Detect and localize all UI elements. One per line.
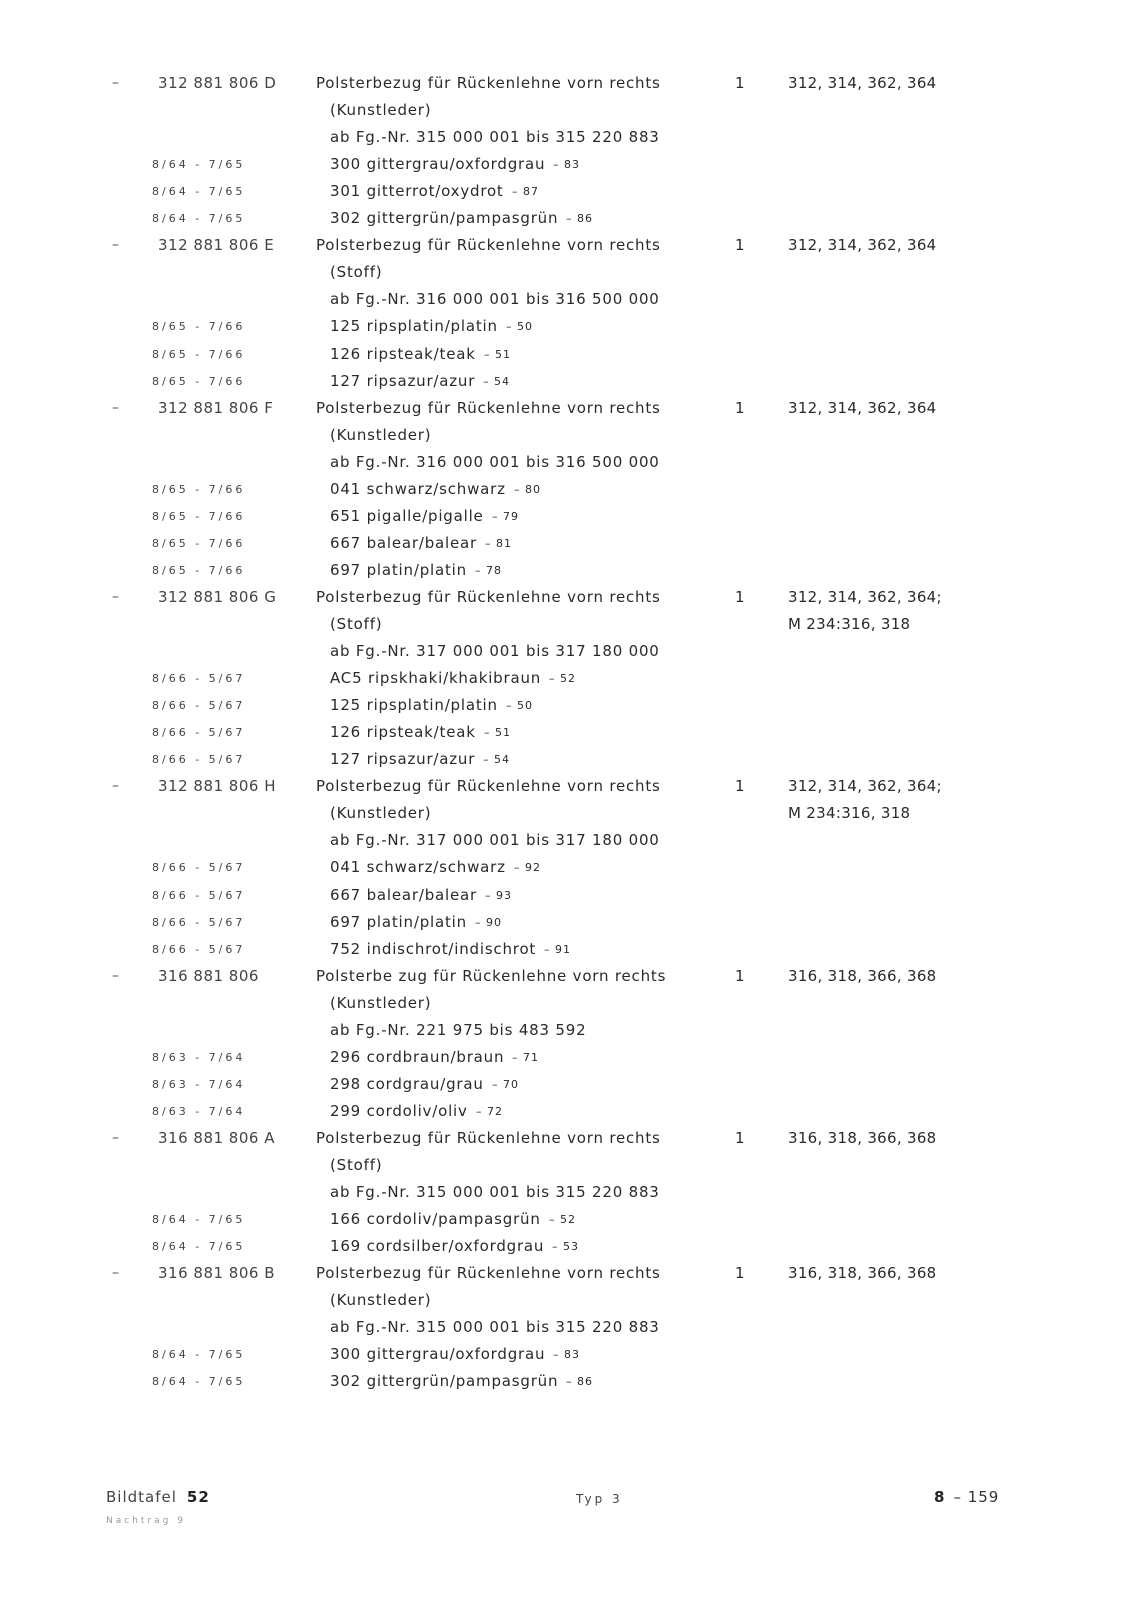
plate-label-text: Bildtafel (106, 1488, 177, 1506)
variant-color-code: 169 cordsilber/oxfordgrau (330, 1237, 545, 1256)
variant-ref-number: – 72 (476, 1104, 503, 1118)
variant-row (0, 178, 1133, 205)
variant-date-range: 8/66 - 5/67 (152, 888, 246, 902)
variant-date-range: 8/63 - 7/64 (152, 1050, 246, 1064)
variant-ref-number: – 70 (492, 1077, 519, 1091)
variant-row (0, 1071, 1133, 1098)
part-entry-line (0, 638, 1133, 665)
variant-date-range: 8/66 - 5/67 (152, 672, 246, 686)
variant-date-range: 8/64 - 7/65 (152, 158, 246, 172)
part-number: 312 881 806 G (158, 587, 277, 606)
variant-color-code: 697 platin/platin (330, 560, 467, 579)
description-line: ab Fg.-Nr. 316 000 001 bis 316 500 000 (330, 290, 660, 309)
variant-ref-number: – 93 (485, 888, 512, 902)
model-applicability: 312, 314, 362, 364; (788, 777, 942, 796)
variant-row (0, 530, 1133, 557)
variant-date-range: 8/65 - 7/66 (152, 482, 246, 496)
variant-ref-number: – 86 (566, 1375, 593, 1389)
variant-date-range: 8/63 - 7/64 (152, 1104, 246, 1118)
description-line: (Stoff) (330, 1156, 383, 1174)
quantity: 1 (735, 587, 745, 606)
variant-date-range: 8/66 - 5/67 (152, 699, 246, 713)
part-entry-line (0, 1314, 1133, 1341)
page-section: 8 (934, 1488, 946, 1506)
variant-row (0, 1233, 1133, 1260)
description-line: ab Fg.-Nr. 221 975 bis 483 592 (330, 1020, 587, 1039)
part-number: 312 881 806 D (158, 74, 277, 92)
part-entry-line (0, 97, 1133, 124)
variant-date-range: 8/64 - 7/65 (152, 1375, 246, 1389)
variant-ref-number: – 54 (483, 753, 510, 767)
part-entry-line (0, 124, 1133, 151)
part-entry-header (0, 1125, 1133, 1152)
entry-dash: – (112, 967, 119, 984)
variant-color-code: 166 cordoliv/pampasgrün (330, 1210, 541, 1229)
variant-row (0, 1044, 1133, 1071)
plate-label (106, 1488, 210, 1506)
part-entry-line (0, 611, 1133, 638)
variant-date-range: 8/65 - 7/66 (152, 536, 246, 550)
description-line: (Stoff) (330, 615, 383, 633)
variant-row (0, 936, 1133, 963)
variant-color-code: 127 ripsazur/azur (330, 371, 476, 390)
variant-row (0, 882, 1133, 909)
page-number-text: – 159 (953, 1488, 1000, 1506)
variant-date-range: 8/64 - 7/65 (152, 212, 246, 226)
variant-ref-number: – 71 (512, 1050, 539, 1064)
variant-row (0, 205, 1133, 232)
variant-color-code: 299 cordoliv/oliv (330, 1101, 468, 1120)
variant-row (0, 1098, 1133, 1125)
variant-row (0, 719, 1133, 746)
variant-date-range: 8/64 - 7/65 (152, 1213, 246, 1227)
variant-row (0, 368, 1133, 395)
variant-ref-number: – 91 (544, 942, 571, 956)
variant-date-range: 8/65 - 7/66 (152, 347, 246, 361)
part-number: 312 881 806 H (158, 777, 276, 796)
part-number: 312 881 806 F (158, 398, 274, 417)
variant-date-range: 8/65 - 7/66 (152, 509, 246, 523)
description-line: Polsterbezug für Rückenlehne vorn rechts (316, 587, 661, 606)
variant-row (0, 854, 1133, 881)
part-entry-line (0, 422, 1133, 449)
variant-date-range: 8/65 - 7/66 (152, 320, 246, 334)
variant-color-code: 651 pigalle/pigalle (330, 506, 484, 525)
variant-color-code: 302 gittergrün/pampasgrün (330, 209, 559, 228)
variant-date-range: 8/64 - 7/65 (152, 1348, 246, 1362)
part-entry-header (0, 232, 1133, 259)
entry-dash: – (112, 778, 119, 795)
part-entry-line (0, 800, 1133, 827)
variant-row (0, 476, 1133, 503)
variant-row (0, 341, 1133, 368)
entry-dash: – (112, 1129, 119, 1146)
part-number: 316 881 806 B (158, 1264, 275, 1283)
part-entry-header (0, 1260, 1133, 1287)
description-line: Polsterbezug für Rückenlehne vorn rechts (316, 398, 661, 417)
description-line: (Kunstleder) (330, 101, 432, 120)
variant-ref-number: – 81 (485, 536, 512, 550)
variant-color-code: 752 indischrot/indischrot (330, 939, 537, 958)
model-applicability: 312, 314, 362, 364 (788, 74, 937, 92)
variant-date-range: 8/66 - 5/67 (152, 726, 246, 740)
description-line: Polsterbezug für Rückenlehne vorn rechts (316, 1128, 661, 1147)
part-entry-line (0, 827, 1133, 854)
part-entry-line (0, 259, 1133, 286)
part-entry-header (0, 395, 1133, 422)
variant-color-code: 296 cordbraun/braun (330, 1047, 505, 1066)
description-line: Polsterbezug für Rückenlehne vorn rechts (316, 1264, 661, 1283)
variant-color-code: 125 ripsplatin/platin (330, 317, 498, 336)
variant-date-range: 8/64 - 7/65 (152, 185, 246, 199)
variant-ref-number: – 92 (514, 861, 541, 875)
variant-date-range: 8/63 - 7/64 (152, 1077, 246, 1091)
plate-number: 52 (186, 1488, 210, 1506)
variant-color-code: 126 ripsteak/teak (330, 344, 476, 363)
description-line: ab Fg.-Nr. 315 000 001 bis 315 220 883 (330, 1183, 660, 1202)
description-line: ab Fg.-Nr. 316 000 001 bis 316 500 000 (330, 452, 660, 471)
part-entry-line (0, 1287, 1133, 1314)
variant-date-range: 8/65 - 7/66 (152, 374, 246, 388)
quantity: 1 (735, 777, 745, 796)
part-entry-header (0, 963, 1133, 990)
description-line: ab Fg.-Nr. 317 000 001 bis 317 180 000 (330, 831, 660, 850)
description-line: (Stoff) (330, 263, 383, 282)
entry-dash: – (112, 1265, 119, 1282)
variant-ref-number: – 83 (553, 1348, 580, 1362)
description-line: ab Fg.-Nr. 317 000 001 bis 317 180 000 (330, 642, 660, 661)
variant-ref-number: – 51 (484, 726, 511, 740)
quantity: 1 (735, 236, 745, 255)
variant-row (0, 665, 1133, 692)
model-applicability: 312, 314, 362, 364 (788, 398, 937, 417)
variant-ref-number: – 52 (549, 672, 576, 686)
quantity: 1 (735, 966, 745, 985)
variant-ref-number: – 90 (475, 915, 502, 929)
variant-color-code: 127 ripsazur/azur (330, 750, 476, 769)
model-applicability: 316, 318, 366, 368 (788, 966, 937, 985)
variant-ref-number: – 80 (514, 482, 541, 496)
variant-row (0, 1368, 1133, 1395)
variant-date-range: 8/66 - 5/67 (152, 915, 246, 929)
variant-ref-number: – 78 (475, 563, 502, 577)
variant-row (0, 1206, 1133, 1233)
description-line: ab Fg.-Nr. 315 000 001 bis 315 220 883 (330, 1318, 660, 1337)
variant-row (0, 909, 1133, 936)
variant-row (0, 503, 1133, 530)
variant-color-code: 300 gittergrau/oxfordgrau (330, 1345, 546, 1364)
model-applicability: 312, 314, 362, 364; (788, 587, 942, 606)
variant-ref-number: – 50 (506, 320, 533, 334)
model-applicability: M 234:316, 318 (788, 804, 911, 823)
model-applicability: 316, 318, 366, 368 (788, 1128, 937, 1147)
part-entry-header (0, 773, 1133, 800)
variant-date-range: 8/65 - 7/66 (152, 563, 246, 577)
description-line: Polsterbezug für Rückenlehne vorn rechts (316, 777, 661, 796)
variant-date-range: 8/66 - 5/67 (152, 753, 246, 767)
model-applicability: 312, 314, 362, 364 (788, 236, 937, 255)
variant-color-code: 298 cordgrau/grau (330, 1074, 484, 1093)
part-entry-line (0, 1179, 1133, 1206)
quantity: 1 (735, 398, 745, 417)
model-applicability: M 234:316, 318 (788, 615, 911, 633)
part-entry-line (0, 990, 1133, 1017)
variant-date-range: 8/66 - 5/67 (152, 861, 246, 875)
part-entry-line (0, 1017, 1133, 1044)
description-line: Polsterbe zug für Rückenlehne vorn rechts (316, 966, 667, 985)
variant-color-code: 126 ripsteak/teak (330, 723, 476, 742)
page-number (934, 1488, 999, 1506)
variant-color-code: 697 platin/platin (330, 912, 467, 931)
variant-color-code: 301 gitterrot/oxydrot (330, 182, 504, 201)
description-line: (Kunstleder) (330, 804, 432, 823)
description-line: Polsterbezug für Rückenlehne vorn rechts (316, 236, 661, 255)
variant-row (0, 746, 1133, 773)
variant-ref-number: – 86 (566, 212, 593, 226)
part-entry-line (0, 286, 1133, 313)
description-line: (Kunstleder) (330, 993, 432, 1012)
variant-date-range: 8/66 - 5/67 (152, 942, 246, 956)
variant-ref-number: – 87 (512, 185, 539, 199)
entry-dash: – (112, 399, 119, 416)
part-entry-header (0, 584, 1133, 611)
description-line: (Kunstleder) (330, 425, 432, 444)
vehicle-type-label: Typ 3 (576, 1492, 623, 1506)
quantity: 1 (735, 1128, 745, 1147)
variant-ref-number: – 79 (492, 509, 519, 523)
variant-ref-number: – 50 (506, 699, 533, 713)
variant-ref-number: – 51 (484, 347, 511, 361)
supplement-label: Nachtrag 9 (106, 1516, 186, 1526)
part-number: 316 881 806 A (158, 1128, 275, 1147)
variant-color-code: 302 gittergrün/pampasgrün (330, 1372, 559, 1391)
description-line: Polsterbezug für Rückenlehne vorn rechts (316, 74, 661, 92)
variant-color-code: 041 schwarz/schwarz (330, 858, 506, 877)
variant-color-code: 667 balear/balear (330, 885, 477, 904)
variant-ref-number: – 54 (483, 374, 510, 388)
quantity: 1 (735, 74, 745, 92)
part-entry-line (0, 1152, 1133, 1179)
variant-ref-number: – 53 (552, 1240, 579, 1254)
part-number: 316 881 806 (158, 966, 259, 985)
quantity: 1 (735, 1264, 745, 1283)
part-entry-line (0, 449, 1133, 476)
description-line: ab Fg.-Nr. 315 000 001 bis 315 220 883 (330, 128, 660, 147)
part-number: 312 881 806 E (158, 236, 275, 255)
variant-color-code: 125 ripsplatin/platin (330, 696, 498, 715)
variant-color-code: 300 gittergrau/oxfordgrau (330, 155, 546, 174)
description-line: (Kunstleder) (330, 1291, 432, 1310)
variant-date-range: 8/64 - 7/65 (152, 1240, 246, 1254)
model-applicability: 316, 318, 366, 368 (788, 1264, 937, 1283)
variant-color-code: AC5 ripskhaki/khakibraun (330, 669, 542, 688)
entry-dash: – (112, 588, 119, 605)
part-entry-header (0, 70, 1133, 97)
variant-row (0, 313, 1133, 340)
variant-ref-number: – 52 (549, 1213, 576, 1227)
variant-row (0, 1341, 1133, 1368)
entry-dash: – (112, 75, 119, 91)
variant-row (0, 692, 1133, 719)
variant-color-code: 667 balear/balear (330, 533, 477, 552)
variant-ref-number: – 83 (553, 158, 580, 172)
entry-dash: – (112, 237, 119, 254)
variant-color-code: 041 schwarz/schwarz (330, 479, 506, 498)
variant-row (0, 557, 1133, 584)
variant-row (0, 151, 1133, 178)
